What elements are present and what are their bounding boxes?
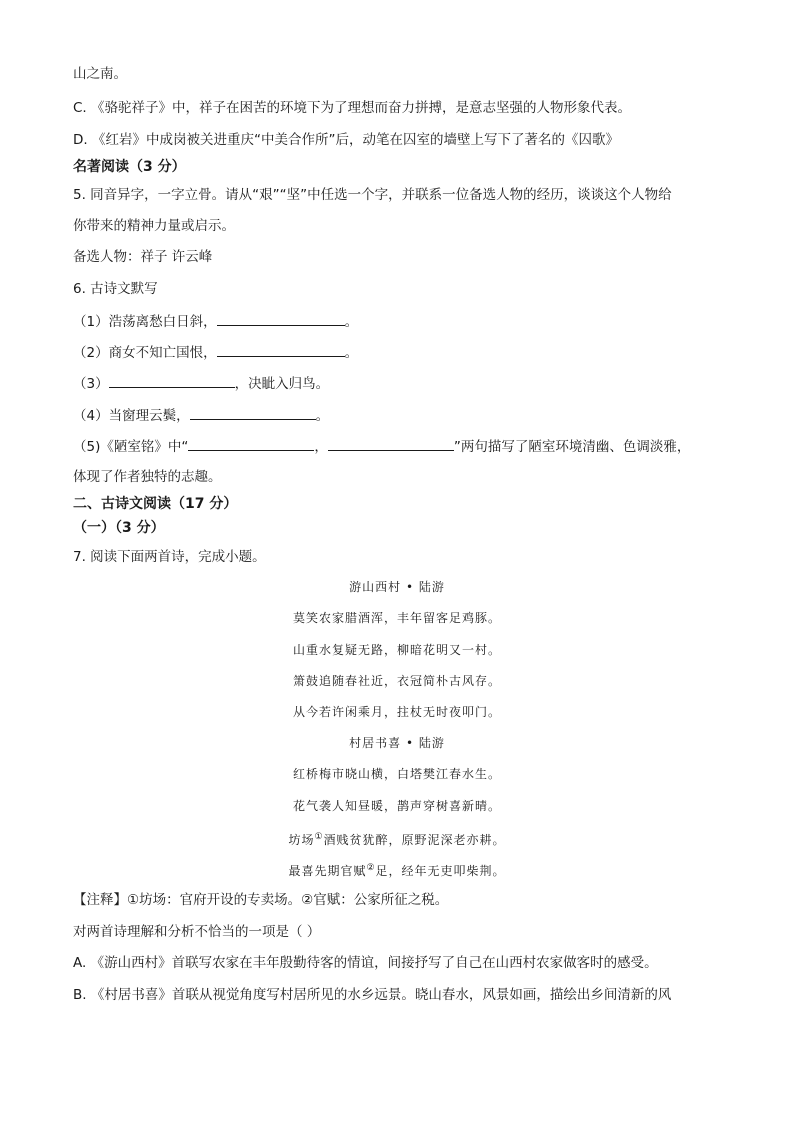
fill-item-text: （4）当窗理云鬓， <box>73 408 190 424</box>
fill-item-2 <box>73 342 358 363</box>
annotation-note: 【注释】①坊场：官府开设的专卖场。②官赋：公家所征之税。 <box>73 892 449 908</box>
fill-item-text: ”两句描写了陋室环境清幽、色调淡雅， <box>453 439 691 455</box>
question-5: 5. 同音异字，一字立骨。请从“艰”“坚”中任选一个字，并联系一位备选人物的经历，谈谈这个人物给 <box>73 187 672 203</box>
option-b[interactable]: B. 《村居书喜》首联从视觉角度写村居所见的水乡远景。晓山春水，风景如画，描绘出乡间清新的风 <box>73 987 672 1003</box>
poem-text: 最喜先期官赋 <box>288 864 367 878</box>
footnote-marker: ② <box>366 863 376 873</box>
poem-title: 游山西村 • 陆游 <box>349 580 445 594</box>
subsection-heading: （一）（3 分） <box>73 520 165 536</box>
candidate-figures: 备选人物：祥子 许云峰 <box>73 249 213 265</box>
poem-line <box>0 859 794 880</box>
fill-item-5-cont: 体现了作者独特的志趣。 <box>73 469 222 485</box>
poem-line <box>0 828 794 849</box>
option-d: D. 《红岩》中成岗被关进重庆“中美合作所”后，动笔在囚室的墙壁上写下了著名的《囚歌》 <box>73 132 619 148</box>
text-line: 山之南。 <box>73 66 127 82</box>
poem-text: 酒贱贫犹醉，原野泥深老亦耕。 <box>323 833 506 847</box>
section-heading: 二、古诗文阅读（17 分） <box>73 496 238 512</box>
poem-line: 从今若许闲乘月，拄杖无时夜叩门。 <box>292 705 501 719</box>
poem-text: 坊场 <box>288 833 315 847</box>
poem-line: 莫笑农家腊酒浑，丰年留客足鸡豚。 <box>292 611 501 625</box>
poem-line: 箫鼓追随春社近，衣冠简朴古风存。 <box>292 674 501 688</box>
question-6: 6. 古诗文默写 <box>73 281 158 297</box>
answer-blank[interactable] <box>328 436 454 451</box>
question-5-cont: 你带来的精神力量或启示。 <box>73 218 235 234</box>
fill-item-text: ，决眦入归鸟。 <box>234 376 330 392</box>
period: 。 <box>344 345 359 361</box>
fill-item-1 <box>73 311 358 332</box>
period: 。 <box>315 408 330 424</box>
fill-item-4 <box>73 405 329 426</box>
fill-item-text: （3） <box>73 376 109 392</box>
fill-item-text: （2）商女不知亡国恨， <box>73 345 217 361</box>
answer-blank[interactable] <box>217 342 345 357</box>
poem-title: 村居书喜 • 陆游 <box>349 736 445 750</box>
poem-line: 花气袭人知昼暖，鹊声穿树喜新晴。 <box>292 799 501 813</box>
answer-blank[interactable] <box>188 436 314 451</box>
answer-blank[interactable] <box>109 373 235 388</box>
fill-item-text: （1）浩荡离愁白日斜， <box>73 314 217 330</box>
poem-line: 山重水复疑无路，柳暗花明又一村。 <box>292 643 501 657</box>
fill-item-5 <box>73 436 690 457</box>
comma: ， <box>314 439 328 455</box>
option-a[interactable]: A. 《游山西村》首联写农家在丰年殷勤待客的情谊，间接抒写了自己在山西村农家做客时的感受。 <box>73 955 658 971</box>
answer-blank[interactable] <box>190 405 316 420</box>
answer-blank[interactable] <box>217 311 345 326</box>
poem-line: 红桥梅市晓山横，白塔樊江春水生。 <box>292 767 501 781</box>
fill-item-3 <box>73 373 329 394</box>
question-7-stem: 对两首诗理解和分析不恰当的一项是（ ） <box>73 924 321 940</box>
period: 。 <box>344 314 359 330</box>
fill-item-text: （5)《陋室铭》中“ <box>73 439 189 455</box>
footnote-marker: ① <box>314 832 324 842</box>
section-heading: 名著阅读（3 分） <box>73 159 186 175</box>
poem-text: 足，经年无吏叩柴荆。 <box>375 864 506 878</box>
option-c: C. 《骆驼祥子》中，祥子在困苦的环境下为了理想而奋力拼搏，是意志坚强的人物形象代表。 <box>73 100 632 116</box>
question-7: 7. 阅读下面两首诗，完成小题。 <box>73 549 266 565</box>
